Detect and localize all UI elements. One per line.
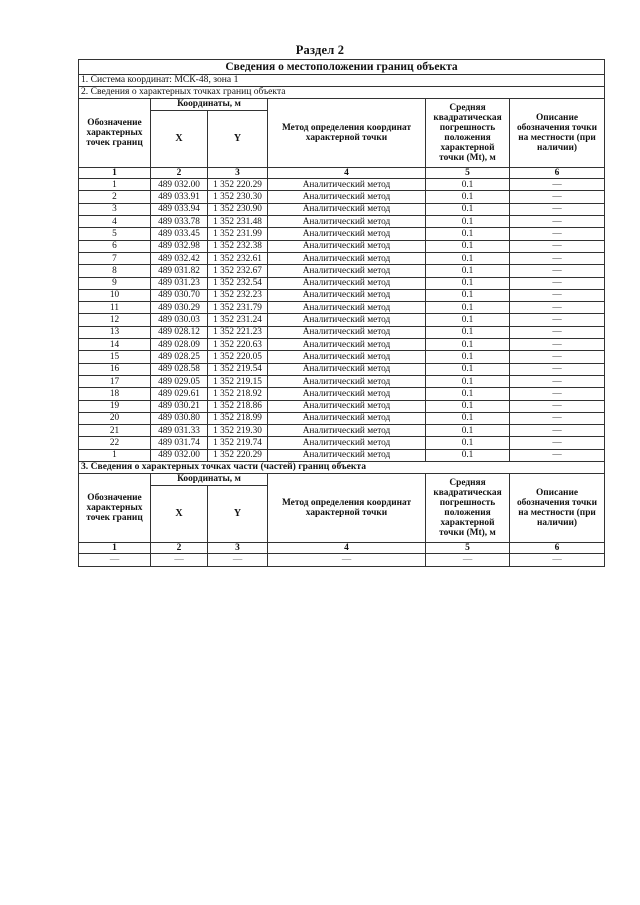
method-cell: Аналитический метод — [268, 425, 426, 437]
description-cell: — — [510, 449, 605, 461]
coord-x: 489 033.78 — [151, 216, 208, 228]
method-cell: Аналитический метод — [268, 351, 426, 363]
method-cell: Аналитический метод — [268, 388, 426, 400]
table-row — [79, 203, 605, 215]
description-cell: — — [510, 326, 605, 338]
method-cell: Аналитический метод — [268, 289, 426, 301]
coord-x: 489 030.03 — [151, 314, 208, 326]
coord-y: 1 352 220.29 — [208, 449, 268, 461]
description-cell: — — [510, 216, 605, 228]
column-number: 4 — [268, 542, 426, 553]
point-number: 15 — [79, 351, 151, 363]
coord-x: 489 032.00 — [151, 449, 208, 461]
parts-column-numbers-row — [79, 542, 605, 553]
accuracy-cell: 0.1 — [426, 375, 510, 387]
coord-x: 489 032.98 — [151, 240, 208, 252]
accuracy-cell: 0.1 — [426, 265, 510, 277]
parts-header-coordinates: Координаты, м — [151, 473, 268, 485]
table-row — [79, 388, 605, 400]
coord-x: 489 033.91 — [151, 191, 208, 203]
accuracy-cell: 0.1 — [426, 363, 510, 375]
column-number: 3 — [208, 168, 268, 179]
parts-header-point-label: Обозначение характерных точек границ — [79, 473, 151, 542]
coord-y: 1 352 221.23 — [208, 326, 268, 338]
table-row — [79, 179, 605, 191]
table-row — [79, 314, 605, 326]
accuracy-cell: 0.1 — [426, 228, 510, 240]
point-number: 7 — [79, 252, 151, 264]
header-coordinates: Координаты, м — [151, 99, 268, 111]
table-row — [79, 449, 605, 461]
coord-x: 489 029.05 — [151, 375, 208, 387]
coord-x: 489 031.74 — [151, 437, 208, 449]
coord-y: 1 352 231.48 — [208, 216, 268, 228]
coord-y: 1 352 231.24 — [208, 314, 268, 326]
coord-y: 1 352 232.54 — [208, 277, 268, 289]
section-2-title: 2. Сведения о характерных точках границ объекта — [79, 87, 605, 99]
method-cell: Аналитический метод — [268, 252, 426, 264]
column-number: 5 — [426, 168, 510, 179]
accuracy-cell: 0.1 — [426, 240, 510, 252]
header-point-label: Обозначение характерных точек границ — [79, 99, 151, 168]
description-cell: — — [510, 388, 605, 400]
header-x: X — [151, 111, 208, 168]
method-cell: Аналитический метод — [268, 216, 426, 228]
point-number: 18 — [79, 388, 151, 400]
accuracy-cell: 0.1 — [426, 314, 510, 326]
table-row — [79, 437, 605, 449]
accuracy-cell: 0.1 — [426, 351, 510, 363]
coord-y: 1 352 219.15 — [208, 375, 268, 387]
parts-header-description: Описание обозначения точки на местности (при наличии) — [510, 473, 605, 542]
coord-x: 489 028.58 — [151, 363, 208, 375]
coordinate-system: 1. Система координат: МСК-48, зона 1 — [79, 75, 605, 87]
point-number: 1 — [79, 179, 151, 191]
coord-y: 1 352 232.38 — [208, 240, 268, 252]
description-cell: — — [510, 203, 605, 215]
point-number: 5 — [79, 228, 151, 240]
coord-x: 489 030.70 — [151, 289, 208, 301]
method-cell: Аналитический метод — [268, 339, 426, 351]
method-cell: Аналитический метод — [268, 326, 426, 338]
parts-header-x: X — [151, 485, 208, 542]
method-cell: Аналитический метод — [268, 191, 426, 203]
coord-x: 489 033.94 — [151, 203, 208, 215]
empty-cell: — — [510, 554, 605, 567]
table-row — [79, 326, 605, 338]
header-description: Описание обозначения точки на местности (при наличии) — [510, 99, 605, 168]
section-3-title: 3. Сведения о характерных точках части (частей) границ объекта — [79, 461, 605, 473]
coord-y: 1 352 219.54 — [208, 363, 268, 375]
description-cell: — — [510, 302, 605, 314]
empty-cell: — — [268, 554, 426, 567]
accuracy-cell: 0.1 — [426, 302, 510, 314]
method-cell: Аналитический метод — [268, 265, 426, 277]
table-row — [79, 191, 605, 203]
coord-y: 1 352 230.90 — [208, 203, 268, 215]
description-cell: — — [510, 265, 605, 277]
coord-y: 1 352 220.05 — [208, 351, 268, 363]
coord-x: 489 032.00 — [151, 179, 208, 191]
table-row — [79, 289, 605, 301]
description-cell: — — [510, 314, 605, 326]
method-cell: Аналитический метод — [268, 363, 426, 375]
point-number: 11 — [79, 302, 151, 314]
coord-y: 1 352 219.74 — [208, 437, 268, 449]
method-cell: Аналитический метод — [268, 240, 426, 252]
point-number: 16 — [79, 363, 151, 375]
table-row — [79, 240, 605, 252]
empty-cell: — — [208, 554, 268, 567]
coord-y: 1 352 230.30 — [208, 191, 268, 203]
parts-header-y: Y — [208, 485, 268, 542]
description-cell: — — [510, 437, 605, 449]
point-number: 4 — [79, 216, 151, 228]
point-number: 13 — [79, 326, 151, 338]
column-number: 1 — [79, 542, 151, 553]
accuracy-cell: 0.1 — [426, 203, 510, 215]
accuracy-cell: 0.1 — [426, 216, 510, 228]
column-number: 1 — [79, 168, 151, 179]
accuracy-cell: 0.1 — [426, 289, 510, 301]
point-number: 3 — [79, 203, 151, 215]
point-number: 10 — [79, 289, 151, 301]
description-cell: — — [510, 277, 605, 289]
empty-cell: — — [426, 554, 510, 567]
accuracy-cell: 0.1 — [426, 339, 510, 351]
column-number: 3 — [208, 542, 268, 553]
method-cell: Аналитический метод — [268, 277, 426, 289]
coord-y: 1 352 219.30 — [208, 425, 268, 437]
column-number: 5 — [426, 542, 510, 553]
coord-y: 1 352 232.61 — [208, 252, 268, 264]
coord-x: 489 031.82 — [151, 265, 208, 277]
coord-x: 489 029.61 — [151, 388, 208, 400]
parts-header-method: Метод определения координат характерной точки — [268, 473, 426, 542]
point-number: 21 — [79, 425, 151, 437]
coord-x: 489 031.23 — [151, 277, 208, 289]
point-number: 20 — [79, 412, 151, 424]
table-row — [79, 339, 605, 351]
coord-x: 489 028.12 — [151, 326, 208, 338]
coord-x: 489 033.45 — [151, 228, 208, 240]
accuracy-cell: 0.1 — [426, 277, 510, 289]
boundary-table — [78, 59, 605, 567]
method-cell: Аналитический метод — [268, 375, 426, 387]
method-cell: Аналитический метод — [268, 179, 426, 191]
accuracy-cell: 0.1 — [426, 437, 510, 449]
description-cell: — — [510, 228, 605, 240]
method-cell: Аналитический метод — [268, 400, 426, 412]
empty-cell: — — [151, 554, 208, 567]
description-cell: — — [510, 412, 605, 424]
description-cell: — — [510, 425, 605, 437]
method-cell: Аналитический метод — [268, 314, 426, 326]
description-cell: — — [510, 400, 605, 412]
point-number: 2 — [79, 191, 151, 203]
coord-y: 1 352 220.63 — [208, 339, 268, 351]
coord-x: 489 032.42 — [151, 252, 208, 264]
column-numbers-row — [79, 168, 605, 179]
method-cell: Аналитический метод — [268, 228, 426, 240]
coord-x: 489 030.29 — [151, 302, 208, 314]
point-number: 9 — [79, 277, 151, 289]
coord-y: 1 352 218.86 — [208, 400, 268, 412]
method-cell: Аналитический метод — [268, 302, 426, 314]
accuracy-cell: 0.1 — [426, 425, 510, 437]
point-number: 19 — [79, 400, 151, 412]
accuracy-cell: 0.1 — [426, 449, 510, 461]
coord-y: 1 352 232.23 — [208, 289, 268, 301]
column-number: 2 — [151, 542, 208, 553]
point-number: 8 — [79, 265, 151, 277]
table-row — [79, 252, 605, 264]
description-cell: — — [510, 252, 605, 264]
empty-cell: — — [79, 554, 151, 567]
coord-y: 1 352 220.29 — [208, 179, 268, 191]
coord-y: 1 352 218.99 — [208, 412, 268, 424]
table-row — [79, 265, 605, 277]
coord-y: 1 352 218.92 — [208, 388, 268, 400]
column-number: 4 — [268, 168, 426, 179]
method-cell: Аналитический метод — [268, 412, 426, 424]
point-number: 1 — [79, 449, 151, 461]
header-y: Y — [208, 111, 268, 168]
header-accuracy: Средняя квадратическая погрешность положения характерной точки (Mt), м — [426, 99, 510, 168]
coord-x: 489 030.80 — [151, 412, 208, 424]
column-number: 6 — [510, 168, 605, 179]
table-row — [79, 277, 605, 289]
parts-empty-row — [79, 554, 605, 567]
accuracy-cell: 0.1 — [426, 388, 510, 400]
table-row — [79, 375, 605, 387]
point-number: 6 — [79, 240, 151, 252]
coord-x: 489 028.09 — [151, 339, 208, 351]
column-number: 2 — [151, 168, 208, 179]
table-row — [79, 400, 605, 412]
accuracy-cell: 0.1 — [426, 326, 510, 338]
description-cell: — — [510, 339, 605, 351]
table-row — [79, 302, 605, 314]
coord-x: 489 028.25 — [151, 351, 208, 363]
accuracy-cell: 0.1 — [426, 400, 510, 412]
table-row — [79, 412, 605, 424]
section-title: Раздел 2 — [295, 43, 345, 57]
point-number: 17 — [79, 375, 151, 387]
accuracy-cell: 0.1 — [426, 179, 510, 191]
point-number: 14 — [79, 339, 151, 351]
description-cell: — — [510, 351, 605, 363]
method-cell: Аналитический метод — [268, 449, 426, 461]
point-number: 12 — [79, 314, 151, 326]
table-row — [79, 351, 605, 363]
table-title: Сведения о местоположении границ объекта — [79, 60, 605, 75]
table-row — [79, 363, 605, 375]
accuracy-cell: 0.1 — [426, 252, 510, 264]
description-cell: — — [510, 375, 605, 387]
column-number: 6 — [510, 542, 605, 553]
description-cell: — — [510, 240, 605, 252]
accuracy-cell: 0.1 — [426, 412, 510, 424]
accuracy-cell: 0.1 — [426, 191, 510, 203]
method-cell: Аналитический метод — [268, 437, 426, 449]
coord-y: 1 352 231.79 — [208, 302, 268, 314]
point-number: 22 — [79, 437, 151, 449]
coord-y: 1 352 232.67 — [208, 265, 268, 277]
table-row — [79, 425, 605, 437]
description-cell: — — [510, 289, 605, 301]
coord-x: 489 031.33 — [151, 425, 208, 437]
coord-x: 489 030.21 — [151, 400, 208, 412]
coord-y: 1 352 231.99 — [208, 228, 268, 240]
table-row — [79, 228, 605, 240]
description-cell: — — [510, 179, 605, 191]
parts-header-accuracy: Средняя квадратическая погрешность положения характерной точки (Mt), м — [426, 473, 510, 542]
header-method: Метод определения координат характерной точки — [268, 99, 426, 168]
description-cell: — — [510, 191, 605, 203]
description-cell: — — [510, 363, 605, 375]
table-row — [79, 216, 605, 228]
method-cell: Аналитический метод — [268, 203, 426, 215]
